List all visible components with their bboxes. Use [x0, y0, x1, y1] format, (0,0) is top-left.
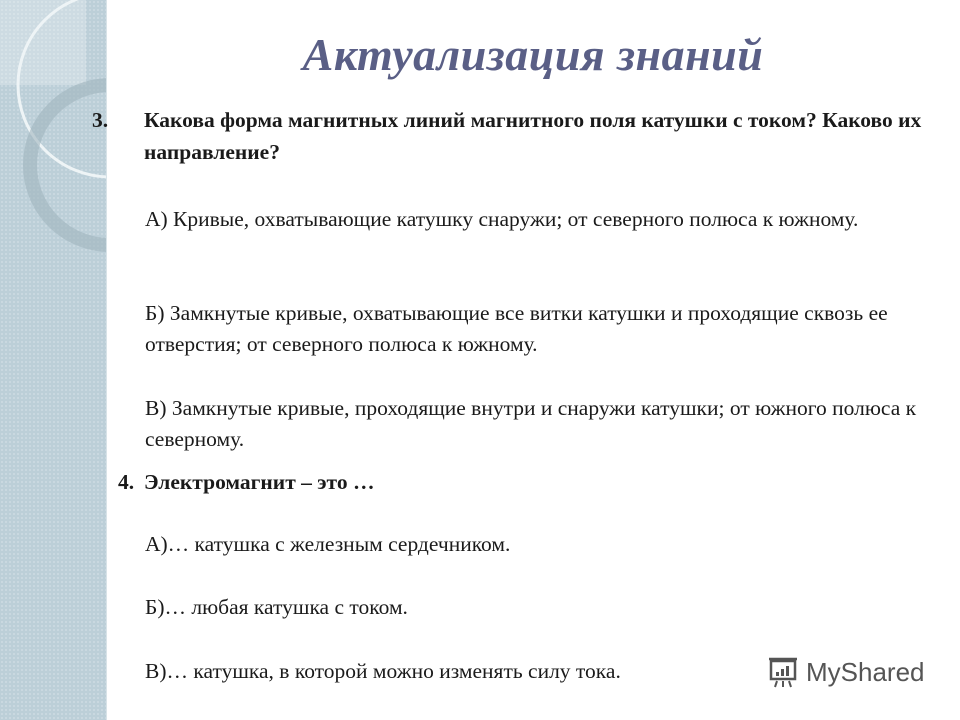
circles-decoration-icon: [0, 0, 106, 720]
question-text: Электромагнит – это …: [144, 470, 375, 494]
presentation-board-icon: [766, 655, 800, 689]
question-3: [92, 104, 944, 168]
slide-title: Актуализация знаний: [302, 29, 764, 80]
answer-3c: В) Замкнутые кривые, проходящие внутри и снаружи катушки; от южного полюса к северному.: [145, 396, 917, 451]
answer-4c: В)… катушка, в которой можно изменять силу тока.: [145, 659, 621, 683]
answer-3b: Б) Замкнутые кривые, охватывающие все витки катушки и проходящие сквозь ее отверстия; от северного полюса к южному.: [145, 301, 888, 356]
question-number: 4.: [118, 470, 135, 494]
question-4: [118, 466, 918, 498]
question-number: 3.: [92, 108, 109, 132]
decorative-sidebar: [0, 0, 107, 720]
answer-3a: А) Кривые, охватывающие катушку снаружи; от северного полюса к южному.: [145, 207, 859, 231]
watermark-text: MyShared: [806, 656, 925, 687]
myshared-watermark: [766, 655, 925, 689]
question-text: Какова форма магнитных линий магнитного поля катушки с током? Каково их направление?: [144, 108, 922, 164]
answer-4a: А)… катушка с железным сердечником.: [145, 532, 511, 556]
answer-4b: Б)… любая катушка с током.: [145, 595, 408, 619]
